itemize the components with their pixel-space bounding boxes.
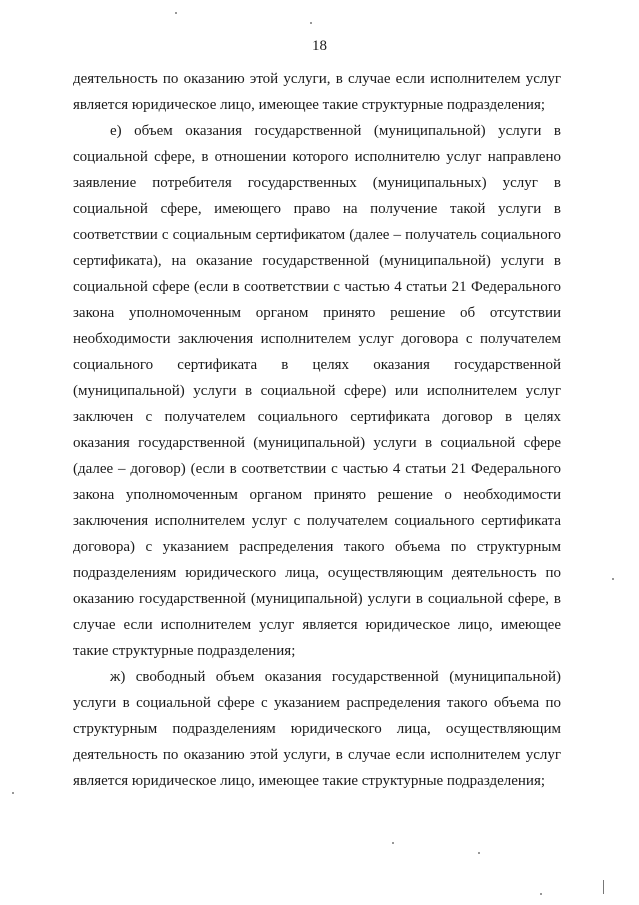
document-body bbox=[73, 66, 561, 794]
scan-speck bbox=[392, 842, 394, 844]
scan-speck bbox=[175, 12, 177, 14]
scan-speck bbox=[540, 893, 542, 895]
scan-speck bbox=[478, 852, 480, 854]
scan-speck bbox=[12, 792, 14, 794]
scan-speck bbox=[612, 578, 614, 580]
scan-speck bbox=[603, 880, 604, 894]
paragraph-continuation: деятельность по оказанию этой услуги, в случае если исполнителем услуг является юридическое лицо, имеющее такие структурные подразделения; bbox=[73, 71, 561, 113]
paragraph-item-zh: ж) свободный объем оказания государственной (муниципальной) услуги в социальной сфере с указанием распределения такого объема по структурным подразделениям юридического лица, осуществляющим деятельность по оказанию этой услуги, в случае если исполнителем услуг является юридическое лицо, имеющее такие структурные подразделения; bbox=[73, 669, 561, 789]
page-number: 18 bbox=[312, 38, 327, 54]
scan-speck bbox=[310, 22, 312, 24]
paragraph-item-e: е) объем оказания государственной (муниципальной) услуги в социальной сфере, в отношении которого исполнителю услуг направлено заявление потребителя государственных (муниципальных) услуг в социальной сфере, имеющего право на получение такой услуги в соответствии с социальным сертификатом (далее – получатель социального сертификата), на оказание государственной (муниципальной) услуги в социальной сфере (если в соответствии с частью 4 статьи 21 Федерального закона уполномоченным органом принято решение об отсутствии необходимости заключения исполнителем услуг договора с получателем социального сертификата в целях оказания государственной (муниципальной) услуги в социальной сфере) или исполнителем услуг заключен с получателем социального сертификата договор в целях оказания государственной (муниципальной) услуги в социальной сфере (далее – договор) (если в соответствии с частью 4 статьи 21 Федерального закона уполномоченным органом принято решение о необходимости заключения исполнителем услуг с получателем социального сертификата договора) с указанием распределения такого объема по структурным подразделениям юридического лица, осуществляющим деятельность по оказанию государственной (муниципальной) услуги в социальной сфере, в случае если исполнителем услуг является юридическое лицо, имеющее такие структурные подразделения; bbox=[73, 123, 561, 659]
